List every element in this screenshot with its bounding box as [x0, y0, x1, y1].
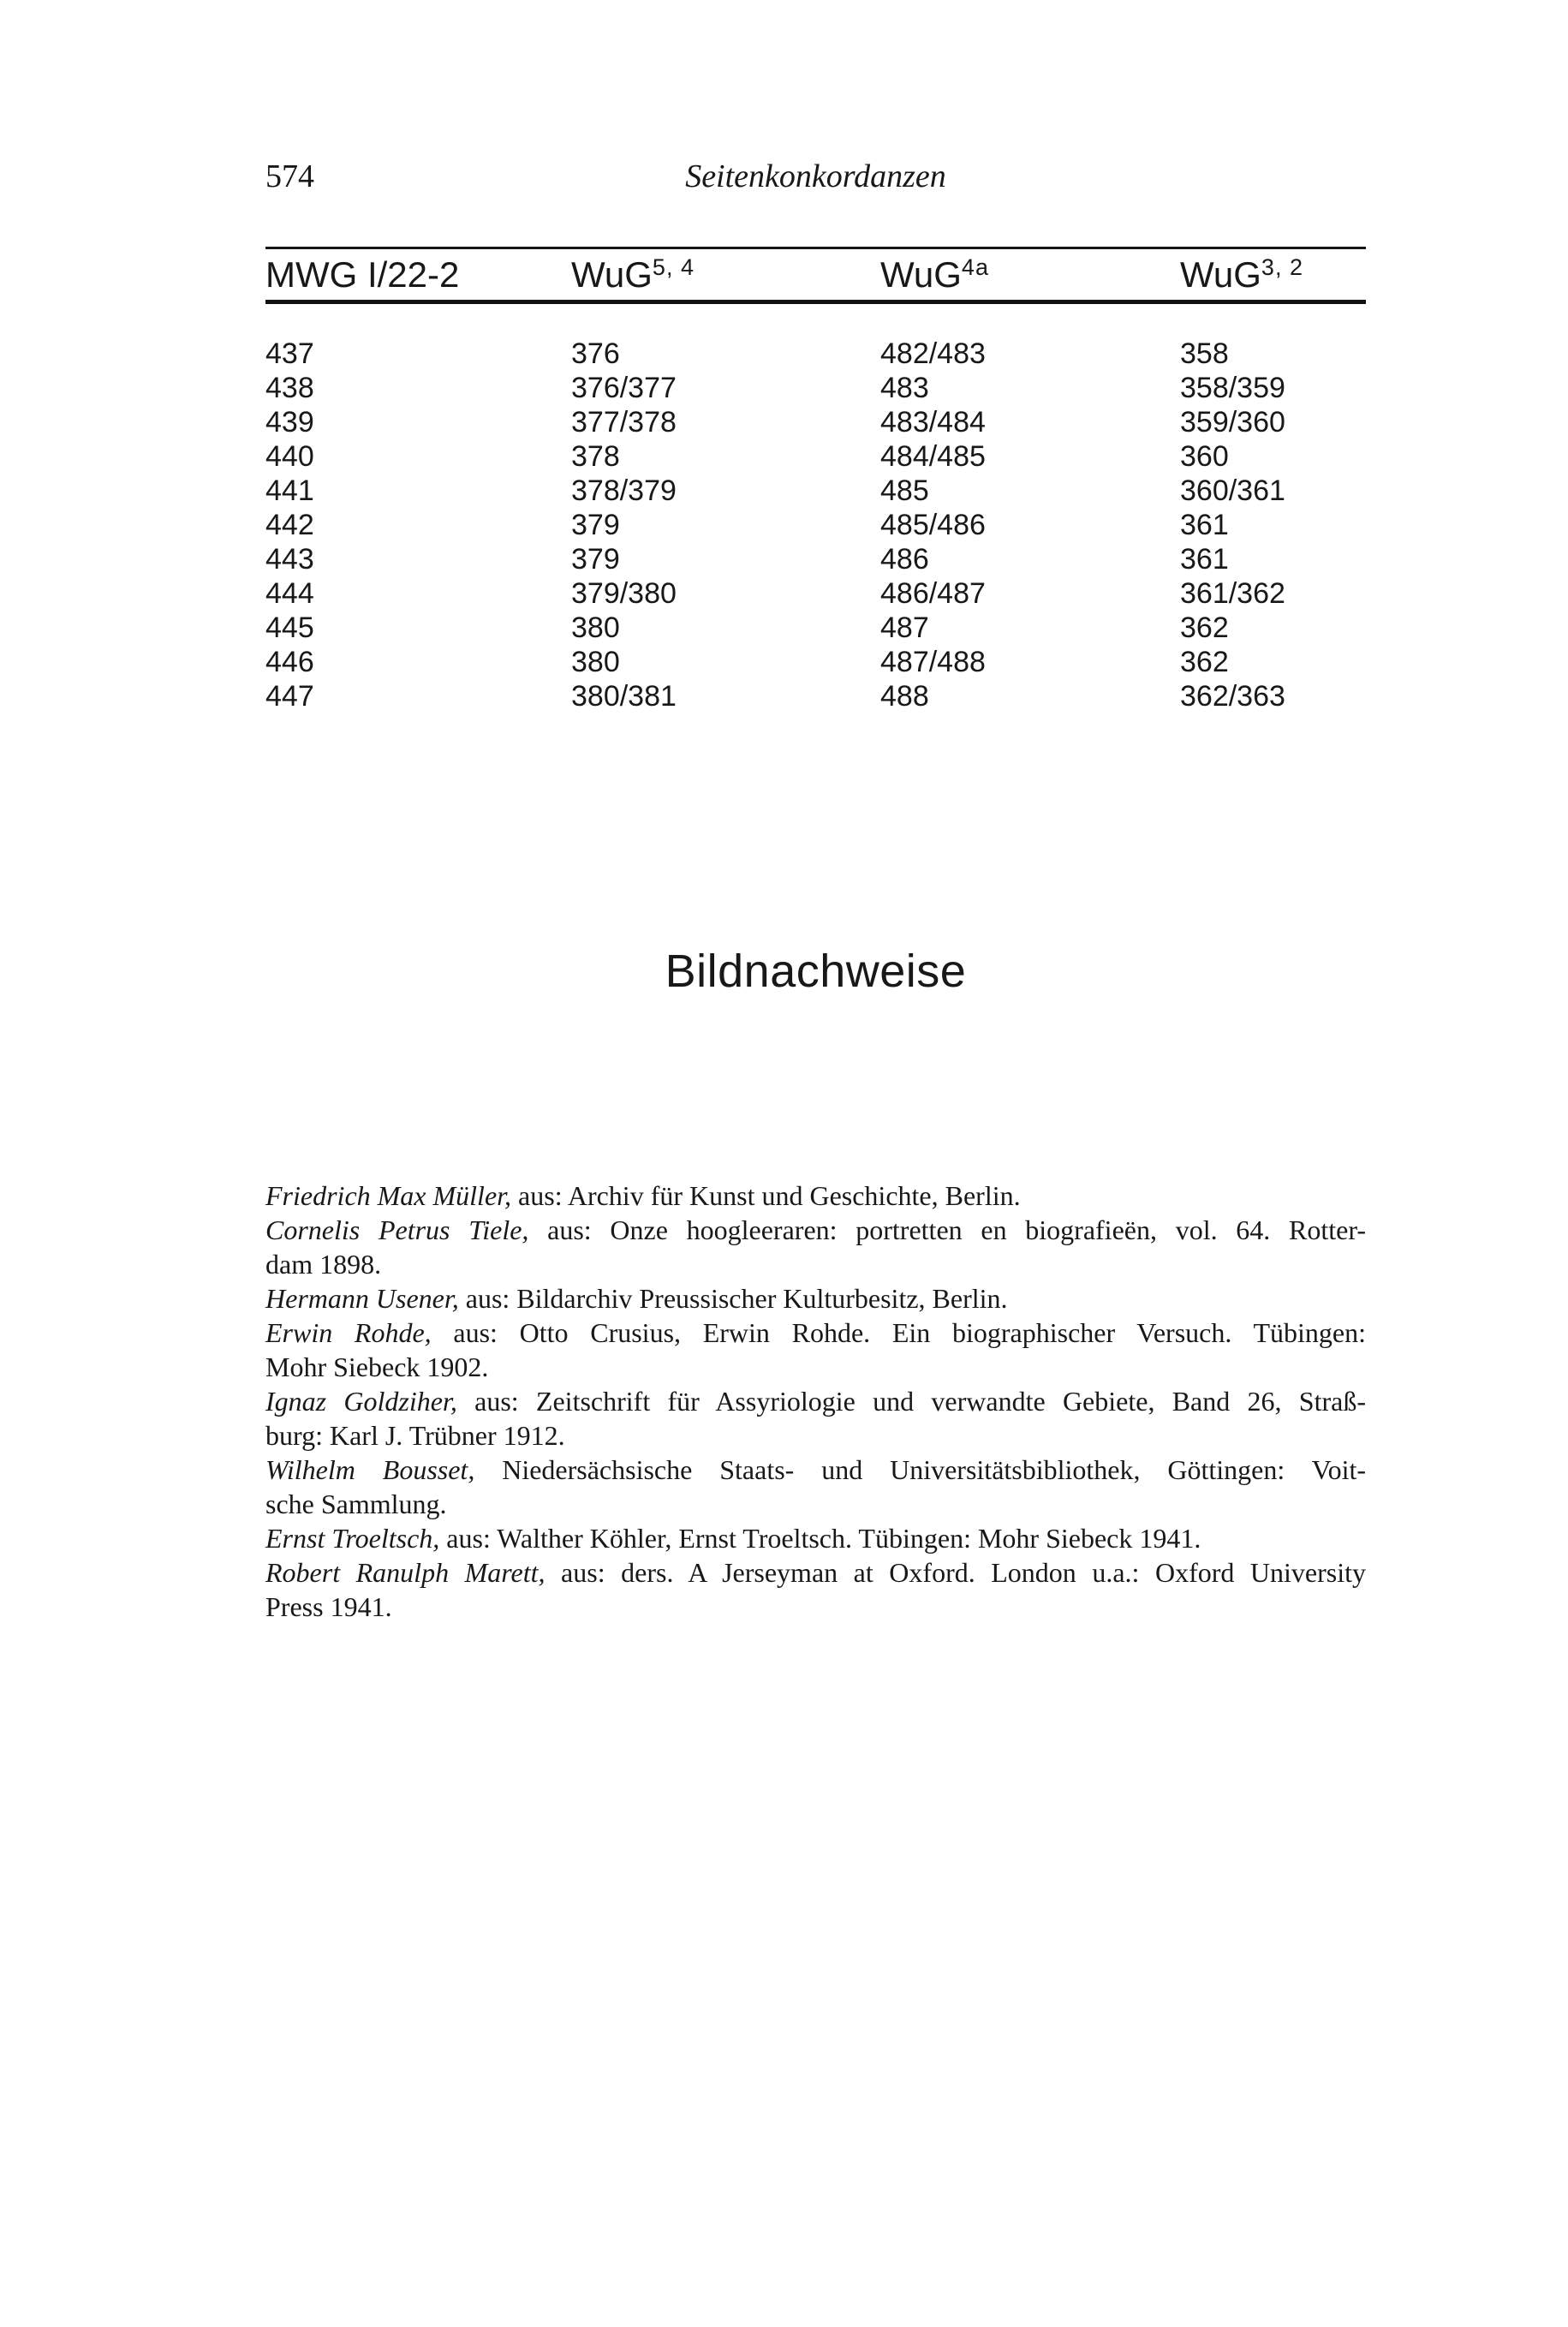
table-row	[265, 371, 1366, 405]
credit-line	[265, 1247, 1366, 1281]
table-cell: 358/359	[1180, 372, 1285, 404]
credit-line	[265, 1555, 1366, 1590]
table-cell: 361	[1180, 509, 1229, 541]
header-cell-wug32	[1180, 254, 1366, 295]
table-cell: 379	[571, 543, 620, 576]
table-cell: 482/483	[880, 337, 986, 370]
header-cell-text: WuG	[880, 254, 962, 295]
credit-line	[265, 1418, 1366, 1453]
credit-source-text: Niedersächsische Staats- und Universitätsbibliothek, Göttingen: Voit-	[474, 1454, 1366, 1485]
table-cell: 445	[265, 612, 314, 644]
table-cell: 380/381	[571, 680, 677, 713]
table-cell: 359/360	[1180, 406, 1285, 439]
table-row	[265, 439, 1366, 474]
credit-source-text: aus: Zeitschrift für Assyriologie und verwandte Gebiete, Band 26, Straß-	[456, 1386, 1367, 1417]
header-cell-sup: 4a	[961, 254, 989, 280]
credit-person-name: Ernst Troeltsch,	[265, 1523, 440, 1554]
credit-source-text: Press 1941.	[265, 1591, 392, 1622]
table-cell: 378/379	[571, 474, 677, 507]
table-cell: 487	[880, 612, 929, 644]
table-row	[265, 508, 1366, 542]
credit-line	[265, 1213, 1366, 1247]
table-row	[265, 576, 1366, 611]
table-cell: 360/361	[1180, 474, 1285, 507]
table-cell: 358	[1180, 337, 1229, 370]
table-cell: 378	[571, 440, 620, 473]
table-cell: 377/378	[571, 406, 677, 439]
table-cell: 485/486	[880, 509, 986, 541]
table-cell: 361/362	[1180, 577, 1285, 610]
table-cell: 486	[880, 543, 929, 576]
table-cell: 444	[265, 577, 314, 610]
table-row	[265, 474, 1366, 508]
table-cell: 361	[1180, 543, 1229, 576]
header-cell-text: WuG	[571, 254, 653, 295]
credit-source-text: aus: Onze hoogleeraren: portretten en biografieën, vol. 64. Rotter-	[528, 1214, 1367, 1245]
credit-source-text: aus: Otto Crusius, Erwin Rohde. Ein biographischer Versuch. Tübingen:	[431, 1317, 1367, 1348]
table-cell: 438	[265, 372, 314, 404]
credit-source-text: sche Sammlung.	[265, 1489, 447, 1519]
table-cell: 447	[265, 680, 314, 713]
table-header-row	[265, 249, 1366, 300]
table-cell: 376/377	[571, 372, 677, 404]
table-cell: 488	[880, 680, 929, 713]
table-cell: 379/380	[571, 577, 677, 610]
table-cell: 485	[880, 474, 929, 507]
credit-source-text: aus: ders. A Jerseyman at Oxford. London u.a.: Oxford University	[545, 1557, 1367, 1588]
credit-line	[265, 1281, 1366, 1316]
credit-person-name: Wilhelm Bousset,	[265, 1454, 475, 1485]
section-title: Bildnachweise	[665, 946, 967, 997]
table-cell: 360	[1180, 440, 1229, 473]
table-row	[265, 542, 1366, 576]
table-cell: 443	[265, 543, 314, 576]
header-cell-text: MWG I/22-2	[265, 254, 460, 295]
table-cell: 376	[571, 337, 620, 370]
table-row	[265, 679, 1366, 713]
table-cell: 446	[265, 646, 314, 678]
table-cell: 440	[265, 440, 314, 473]
table-cell: 439	[265, 406, 314, 439]
table-cell: 442	[265, 509, 314, 541]
page-number: 574	[265, 158, 314, 194]
credit-source-text: aus: Walther Köhler, Ernst Troeltsch. Tübingen: Mohr Siebeck 1941.	[439, 1523, 1201, 1554]
credit-source-text: dam 1898.	[265, 1249, 382, 1280]
credit-person-name: Erwin Rohde,	[265, 1317, 432, 1348]
credit-person-name: Ignaz Goldziher,	[265, 1386, 457, 1417]
credit-source-text: aus: Bildarchiv Preussischer Kulturbesitz, Berlin.	[458, 1283, 1008, 1314]
table-cell: 379	[571, 509, 620, 541]
header-cell-sup: 5, 4	[652, 254, 695, 280]
credit-line	[265, 1590, 1366, 1624]
table-cell: 362	[1180, 646, 1229, 678]
table-body	[265, 304, 1366, 713]
credit-source-text: Mohr Siebeck 1902.	[265, 1351, 489, 1382]
table-cell: 380	[571, 612, 620, 644]
credit-line	[265, 1350, 1366, 1384]
running-head	[265, 159, 1366, 194]
credit-line	[265, 1178, 1366, 1213]
credit-line	[265, 1316, 1366, 1350]
table-row	[265, 611, 1366, 645]
credit-source-text: aus: Archiv für Kunst und Geschichte, Berlin.	[511, 1180, 1021, 1211]
table-cell: 484/485	[880, 440, 986, 473]
table-cell: 486/487	[880, 577, 986, 610]
table-cell: 362	[1180, 612, 1229, 644]
table-cell: 487/488	[880, 646, 986, 678]
header-cell-mwg	[265, 254, 571, 295]
credit-person-name: Hermann Usener,	[265, 1283, 459, 1314]
header-cell-wug4a	[880, 254, 1180, 295]
table-cell: 362/363	[1180, 680, 1285, 713]
credit-source-text: burg: Karl J. Trübner 1912.	[265, 1420, 565, 1451]
table-cell: 441	[265, 474, 314, 507]
header-cell-wug54	[571, 254, 880, 295]
table-row	[265, 337, 1366, 371]
credits-list	[265, 1178, 1366, 1624]
header-cell-sup: 3, 2	[1261, 254, 1303, 280]
credit-line	[265, 1453, 1366, 1487]
table-cell: 380	[571, 646, 620, 678]
table-cell: 437	[265, 337, 314, 370]
credit-person-name: Friedrich Max Müller,	[265, 1180, 512, 1211]
table-cell: 483	[880, 372, 929, 404]
table-row	[265, 405, 1366, 439]
running-head-title: Seitenkonkordanzen	[685, 158, 946, 194]
credit-person-name: Cornelis Petrus Tiele,	[265, 1214, 529, 1245]
credit-line	[265, 1521, 1366, 1555]
credit-person-name: Robert Ranulph Marett,	[265, 1557, 546, 1588]
credit-line	[265, 1384, 1366, 1418]
table-cell: 483/484	[880, 406, 986, 439]
header-cell-text: WuG	[1180, 254, 1261, 295]
table-row	[265, 645, 1366, 679]
credit-line	[265, 1487, 1366, 1521]
concordance-table	[265, 247, 1366, 713]
